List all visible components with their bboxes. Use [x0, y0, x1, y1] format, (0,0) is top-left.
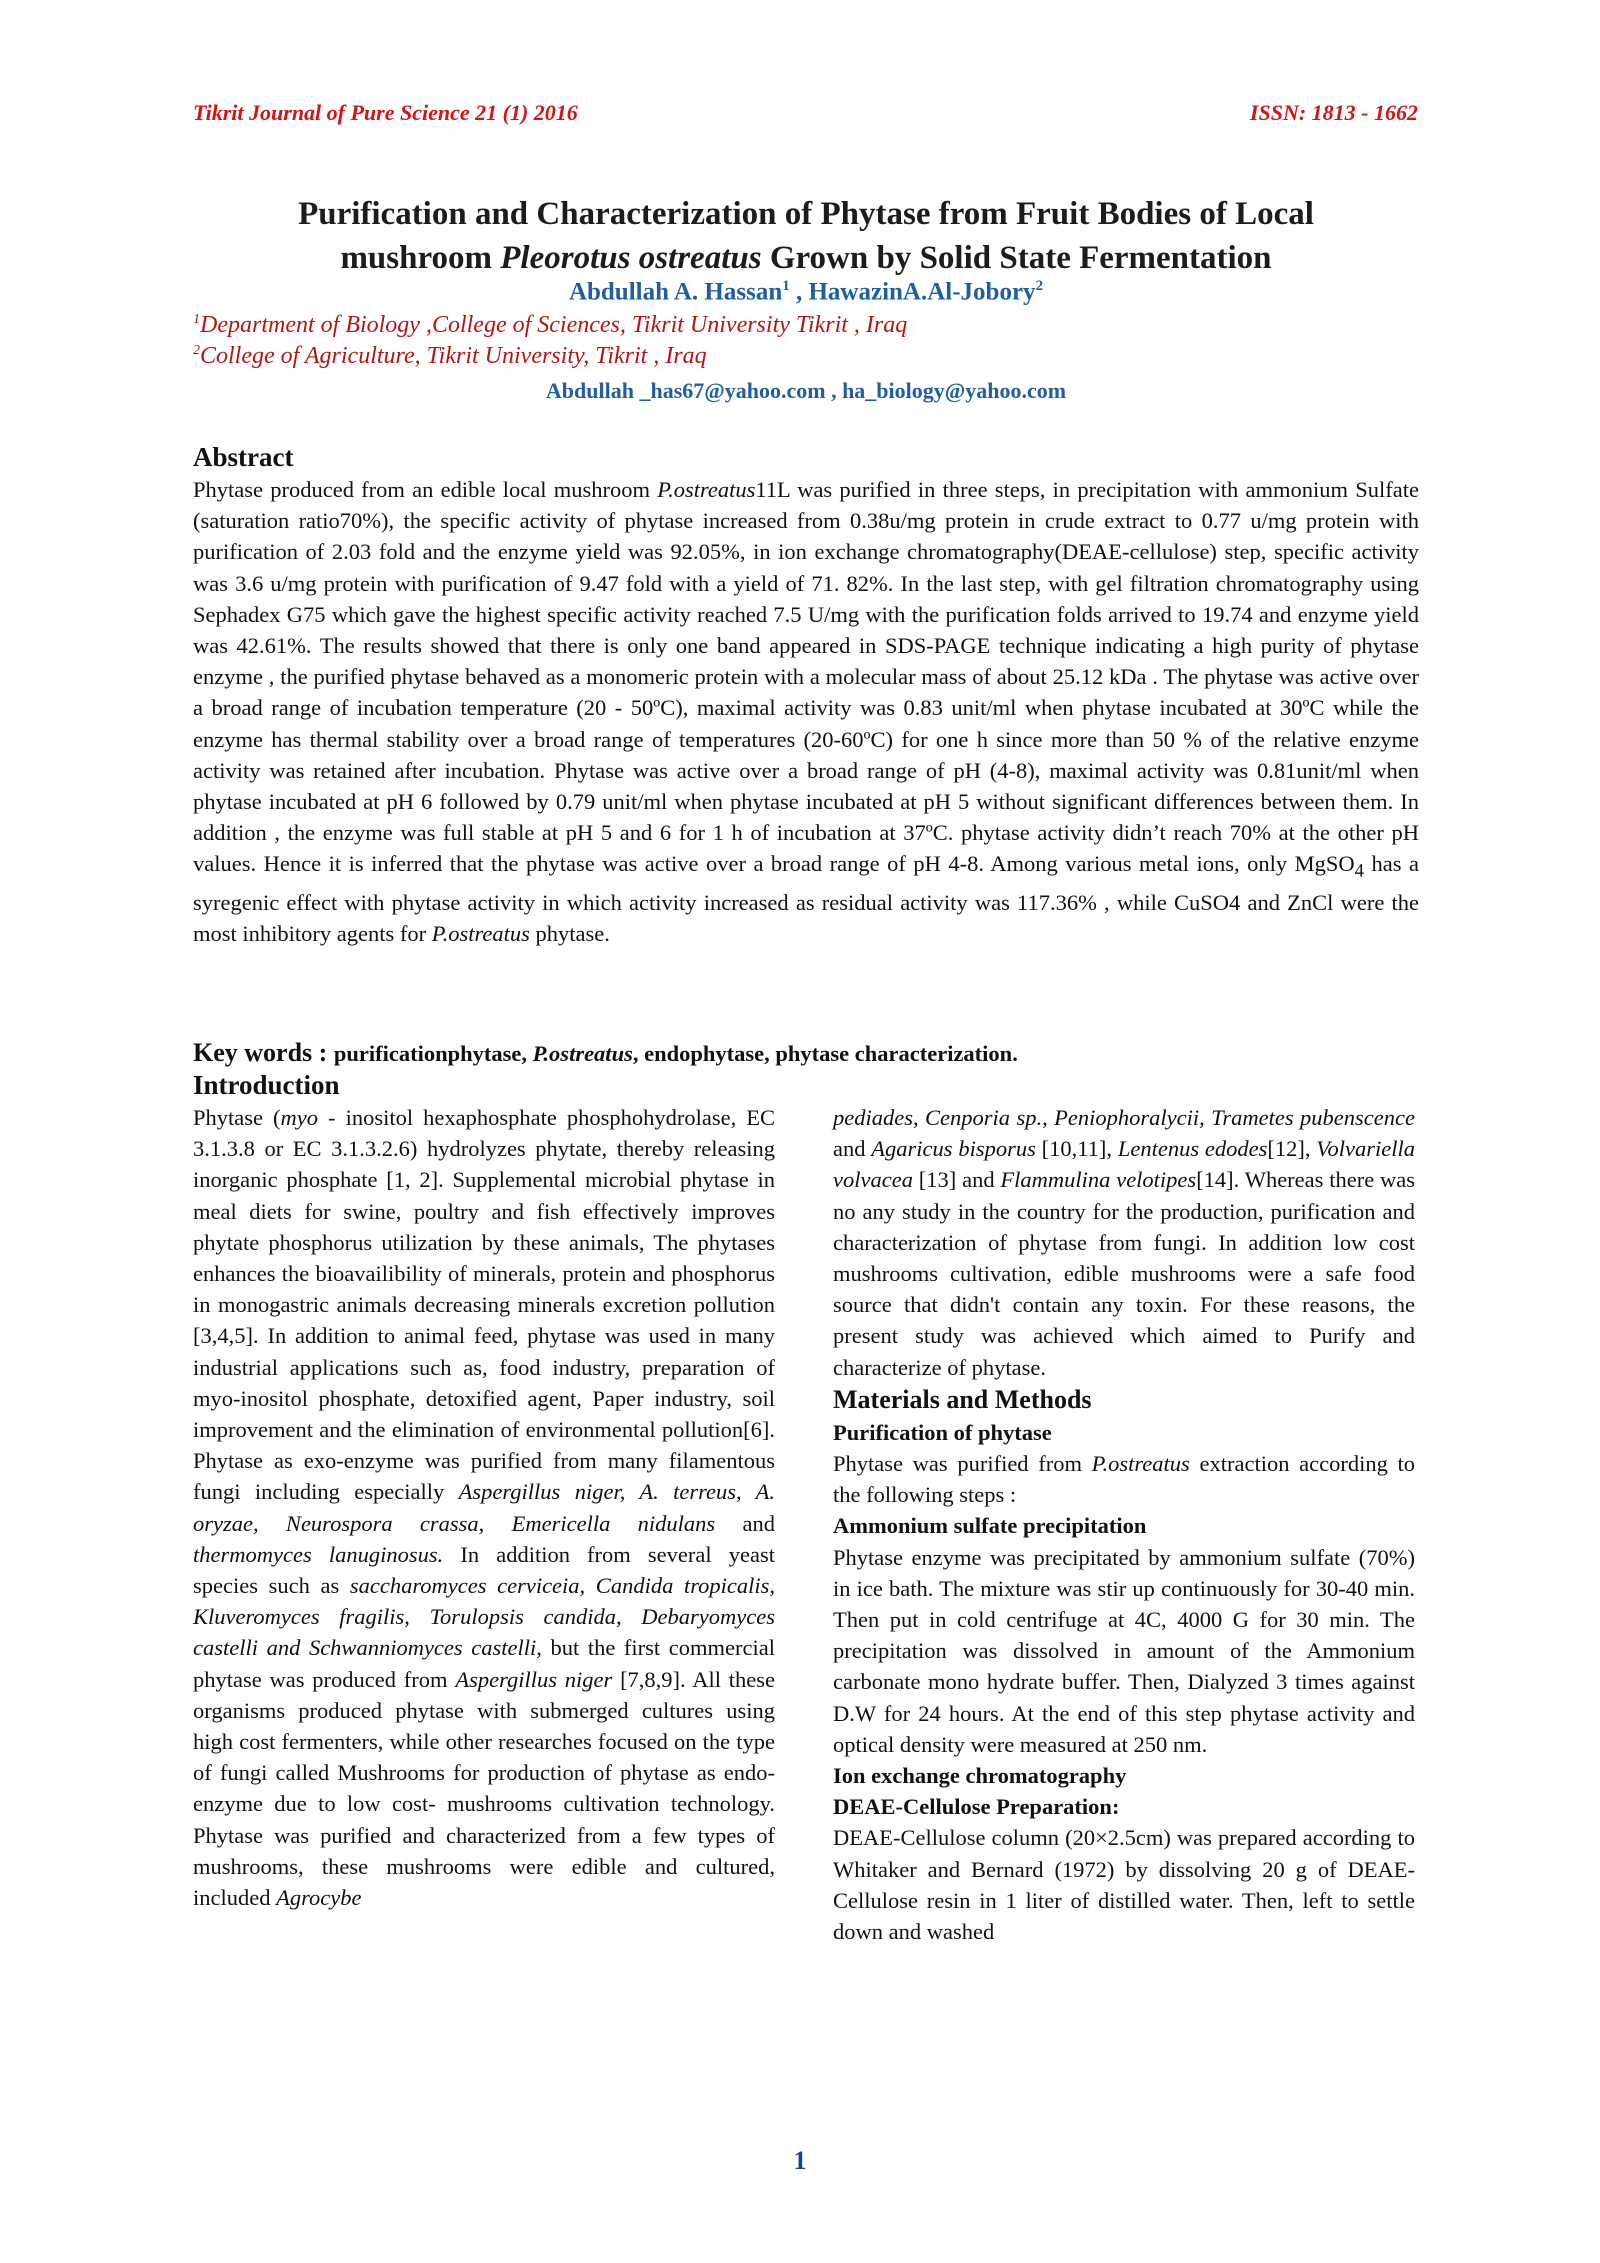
affiliation-1: $^1$Department of Biology ,College of Sciences, Tikrit University Tikrit , Iraq	[193, 312, 908, 338]
author-2: HawazinA.Al-Jobory	[808, 278, 1036, 306]
methods-heading: Materials and Methods	[833, 1384, 1092, 1414]
page-number: 1	[793, 2146, 807, 2175]
right-column	[833, 1102, 1415, 1947]
ion-exchange-heading: Ion exchange chromatography	[833, 1763, 1127, 1789]
authors: Abdullah A. Hassan$^1$ , HawazinA.Al-Jobory$^2$	[568, 278, 1044, 306]
deae-heading: DEAE-Cellulose Preparation:	[833, 1794, 1120, 1820]
left-column	[193, 1102, 775, 1913]
affiliation-2: $^2$College of Agriculture, Tikrit University, Tikrit , Iraq	[193, 343, 707, 369]
intro-paragraph-2: pediades, Cenporia sp., Peniophoralycii, Trametes pubenscence and Agaricus bisporus [10,11], Lentenus edodes[12], Volvariella volvacea [13] and Flammulina velotipes[14]. Whereas there was no any study in the country for the production, purification and characterization of phytase from fungi. In addition low cost mushrooms cultivation, edible mushrooms were a safe food source that didn't contain any toxin. For these reasons, the present study was achieved which aimed to Purify and characterize of phytase.	[833, 1105, 1416, 1380]
ammonium-paragraph: Phytase enzyme was precipitated by ammonium sulfate (70%) in ice bath. The mixture was stir up continuously for 30-40 min. Then put in cold centrifuge at 4C, 4000 G for 30 min. The precipitation was dissolved in amount of the Ammonium carbonate mono hydrate buffer. Then, Dialyzed 3 times against D.W for 24 hours. At the end of this step phytase activity and optical density were measured at 250 nm.	[833, 1544, 1415, 1757]
author-emails[interactable]: Abdullah _has67@yahoo.com , ha_biology@yahoo.com	[545, 378, 1067, 403]
author-1: Abdullah A. Hassan	[568, 278, 783, 306]
keywords: Key words : purificationphytase, P.ostreatus, endophytase, phytase characterization.	[193, 1038, 1018, 1067]
title-species: Pleorotus ostreatus	[500, 240, 762, 276]
introduction-heading: Introduction	[193, 1070, 340, 1100]
intro-paragraph-1: Phytase (myo - inositol hexaphosphate phosphohydrolase, EC 3.1.3.8 or EC 3.1.3.2.6) hydrolyzes phytate, thereby releasing inorganic phosphate [1, 2]. Supplemental microbial phytase in meal diets for swine, poultry and fish effectively improves phytate phosphorus utilization by these animals, The phytases enhances the bioavailibility of minerals, protein and phosphorus in monogastric animals decreasing minerals excretion pollution [3,4,5]. In addition to animal feed, phytase was used in many industrial applications such as, food industry, preparation of myo-inositol phosphate, detoxified agent, Paper industry, soil improvement and the elimination of environmental pollution[6]. Phytase as exo-enzyme was purified from many filamentous fungi including especially Aspergillus niger, A. terreus, A. oryzae, Neurospora crassa, Emericella nidulans and thermomyces lanuginosus. In addition from several yeast species such as saccharomyces cerviceia, Candida tropicalis, Kluveromyces fragilis, Torulopsis candida, Debaryomyces castelli and Schwanniomyces castelli, but the first commercial phytase was produced from Aspergillus niger [7,8,9]. All these organisms produced phytase with submerged cultures using high cost fermenters, while other researches focused on the type of fungi called Mushrooms for production of phytase as endo-enzyme due to low cost- mushrooms cultivation technology. Phytase was purified and characterized from a few types of mushrooms, these mushrooms were edible and cultured, included Agrocybe	[193, 1105, 775, 1911]
title-line-2: mushroom Pleorotus ostreatus Grown by Solid State Fermentation	[340, 240, 1272, 276]
purification-paragraph: Phytase was purified from P.ostreatus extraction according to the following steps :	[833, 1451, 1415, 1508]
purification-heading: Purification of phytase	[833, 1419, 1052, 1445]
keywords-label: Key words :	[193, 1038, 334, 1067]
paper-title	[193, 192, 1419, 280]
journal-header: Tikrit Journal of Pure Science 21 (1) 2016	[193, 100, 578, 125]
issn-header: ISSN: 1813 - 1662	[1249, 100, 1418, 125]
deae-paragraph: DEAE-Cellulose column (20×2.5cm) was prepared according to Whitaker and Bernard (1972) by dissolving 20 g of DEAE-Cellulose resin in 1 liter of distilled water. Then, left to settle down and washed	[833, 1825, 1415, 1945]
abstract-text: Phytase produced from an edible local mushroom P.ostreatus11L was purified in three steps, in precipitation with ammonium Sulfate (saturation ratio70%), the specific activity of phytase increased from 0.38u/mg protein in crude extract to 0.77 u/mg protein with purification of 2.03 fold and the enzyme yield was 92.05%, in ion exchange chromatography(DEAE-cellulose) step, specific activity was 3.6 u/mg protein with purification of 9.47 fold with a yield of 71. 82%. In the last step, with gel filtration chromatography using Sephadex G75 which gave the highest specific activity reached 7.5 U/mg with the purification folds arrived to 19.74 and enzyme yield was 42.61%. The results showed that there is only one band appeared in SDS-PAGE technique indicating a high purity of phytase enzyme , the purified phytase behaved as a monomeric protein with a molecular mass of about 25.12 kDa . The phytase was active over a broad range of incubation temperature (20 - 50ºC), maximal activity was 0.83 unit/ml when phytase incubated at 30ºC while the enzyme has thermal stability over a broad range of temperatures (20-60ºC) for one h since more than 50 % of the relative enzyme activity was retained after incubation. Phytase was active over a broad range of pH (4-8), maximal activity was 0.81unit/ml when phytase incubated at pH 6 followed by 0.79 unit/ml when phytase incubated at pH 5 without significant differences between them. In addition , the enzyme was full stable at pH 5 and 6 for 1 h of incubation at 37ºC. phytase activity didn’t reach 70% at the other pH values. Hence it is inferred that the phytase was active over a broad range of pH 4-8. Among various metal ions, only MgSO$_4$ has a syregenic effect with phytase activity in which activity increased as residual activity was 117.36% , while CuSO4 and ZnCl were the most inhibitory agents for P.ostreatus phytase.	[193, 477, 1419, 947]
title-line-1: Purification and Characterization of Phytase from Fruit Bodies of Local	[298, 196, 1314, 232]
ammonium-heading: Ammonium sulfate precipitation	[833, 1513, 1147, 1539]
abstract-heading: Abstract	[193, 442, 294, 472]
